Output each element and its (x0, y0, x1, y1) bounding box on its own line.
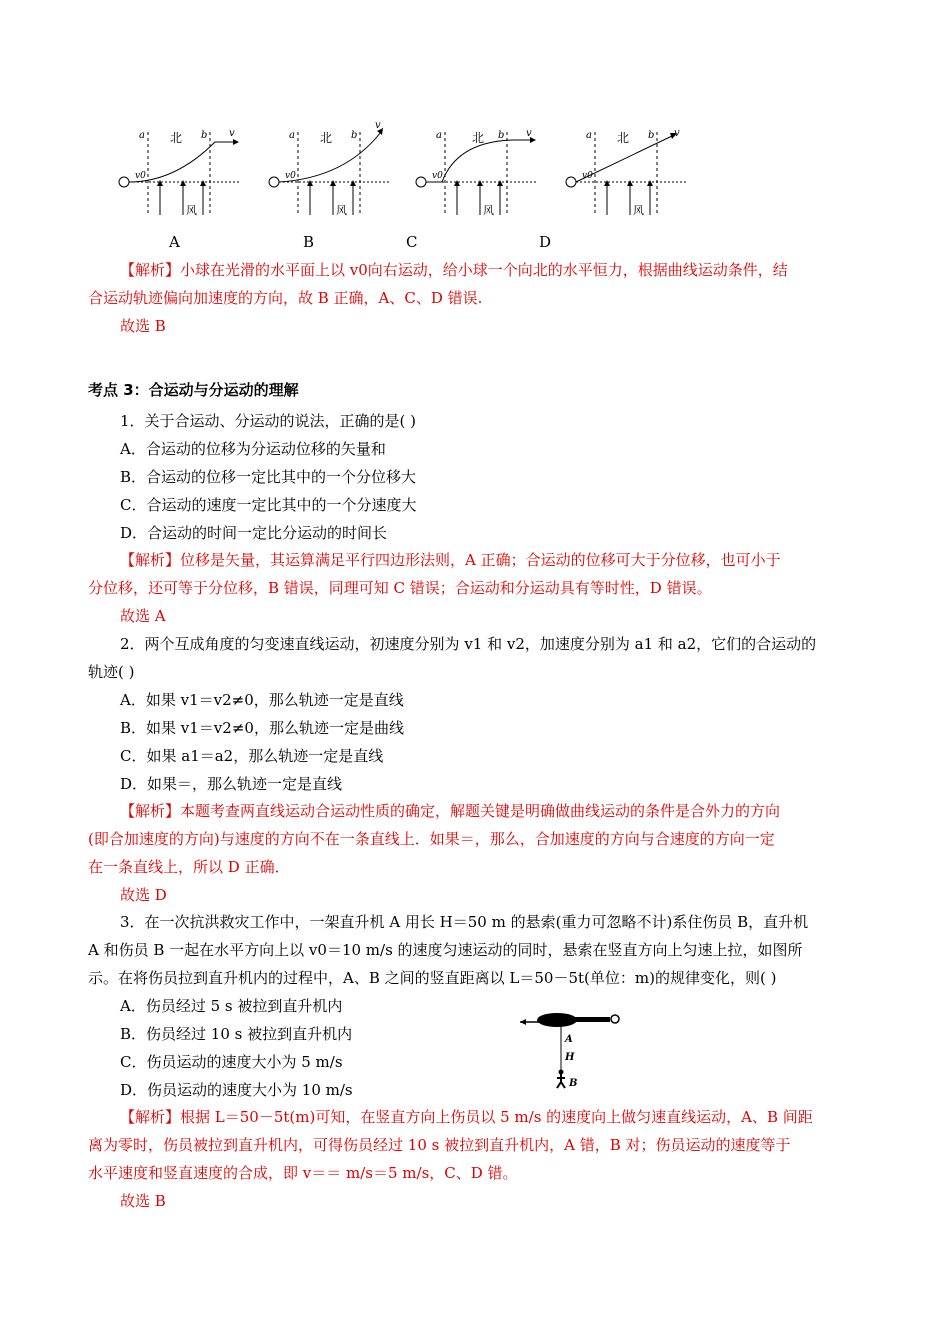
diagram-d (562, 120, 697, 225)
answer: 故选 A (120, 607, 166, 625)
svg-text:v0: v0 (432, 171, 443, 181)
question-stem: 2．两个互成角度的匀变速直线运动，初速度分别为 v1 和 v2，加速度分别为 a1 和 a2，它们的合运动的 (120, 635, 817, 653)
option-b: B．如果 v1＝v2≠0，那么轨迹一定是曲线 (120, 719, 404, 737)
svg-text:v0: v0 (582, 171, 593, 181)
diagram-a (115, 120, 250, 225)
option-a: A．合运动的位移为分运动位移的矢量和 (120, 440, 386, 458)
svg-text:H: H (565, 1052, 575, 1063)
svg-text:a: a (289, 130, 295, 141)
analysis-line: 离为零时，伤员被拉到直升机内，可得伤员经过 10 s 被拉到直升机内，A 错，B 对；伤员运动的速度等于 (88, 1136, 791, 1154)
analysis-line: 【解析】根据 L＝50－5t(m)可知，在竖直方向上伤员以 5 m/s 的速度向上做匀速直线运动，A、B 间距 (120, 1108, 813, 1126)
svg-text:v: v (229, 128, 235, 139)
svg-text:a: a (139, 130, 145, 141)
option-b: B．伤员经过 10 s 被拉到直升机内 (120, 1025, 353, 1043)
analysis-line: 水平速度和竖直速度的合成，即 v＝＝ m/s＝5 m/s，C、D 错。 (88, 1164, 518, 1182)
question-stem: 1．关于合运动、分运动的说法，正确的是( ) (120, 412, 417, 430)
question-stem: 轨迹( ) (88, 663, 135, 681)
analysis-line: 【解析】小球在光滑的水平面上以 v0向右运动，给小球一个向北的水平恒力，根据曲线运动条件，结 (120, 261, 788, 279)
svg-text:a: a (586, 130, 592, 141)
svg-text:北: 北 (617, 131, 630, 145)
helicopter-figure (515, 1008, 630, 1102)
analysis-line: 【解析】位移是矢量，其运算满足平行四边形法则，A 正确；合运动的位移可大于分位移，也可小于 (120, 551, 781, 569)
option-a: A．如果 v1＝v2≠0，那么轨迹一定是直线 (120, 691, 404, 709)
option-a: A．伤员经过 5 s 被拉到直升机内 (120, 997, 343, 1015)
svg-text:b: b (648, 130, 655, 141)
option-b: B．合运动的位移一定比其中的一个分位移大 (120, 468, 417, 486)
question-stem: A 和伤员 B 一起在水平方向上以 v0＝10 m/s 的速度匀速运动的同时，悬索在竖直方向上匀速上拉，如图所 (88, 941, 803, 959)
svg-text:北: 北 (320, 131, 333, 145)
analysis-line: 合运动轨迹偏向加速度的方向，故 B 正确，A、C、D 错误. (88, 289, 483, 307)
option-c: C．伤员运动的速度大小为 5 m/s (120, 1053, 343, 1071)
answer: 故选 B (120, 317, 166, 335)
svg-text:a: a (436, 130, 442, 141)
question-stem: 示。在将伤员拉到直升机内的过程中，A、B 之间的竖直距离以 L＝50－5t(单位：m)的规律变化，则( ) (88, 969, 777, 987)
svg-text:北: 北 (170, 131, 183, 145)
svg-text:v: v (526, 128, 532, 139)
svg-text:北: 北 (472, 131, 485, 145)
analysis-line: 【解析】本题考查两直线运动合运动性质的确定，解题关键是明确做曲线运动的条件是合外力的方向 (120, 802, 781, 820)
answer: 故选 B (120, 1192, 166, 1210)
option-c: C．合运动的速度一定比其中的一个分速度大 (120, 496, 417, 514)
svg-text:v: v (375, 120, 381, 131)
svg-text:b: b (201, 130, 208, 141)
option-d: D．如果＝，那么轨迹一定是直线 (120, 775, 343, 793)
diagram-c (412, 120, 547, 225)
figure-label-c: C (406, 233, 418, 251)
option-c: C．如果 a1＝a2，那么轨迹一定是直线 (120, 747, 384, 765)
svg-text:v: v (674, 128, 680, 139)
option-d: D．伤员运动的速度大小为 10 m/s (120, 1081, 353, 1099)
svg-text:风: 风 (186, 204, 197, 217)
svg-text:A: A (565, 1034, 573, 1045)
svg-text:B: B (569, 1078, 578, 1089)
option-d: D．合运动的时间一定比分运动的时间长 (120, 524, 388, 542)
diagram-b (265, 120, 400, 225)
svg-text:v0: v0 (285, 171, 296, 181)
svg-text:b: b (351, 130, 358, 141)
svg-text:风: 风 (336, 204, 347, 217)
figure-label-d: D (539, 233, 552, 251)
analysis-line: 在一条直线上，所以 D 正确． (88, 858, 290, 876)
section-title: 考点 3：合运动与分运动的理解 (88, 381, 299, 399)
figure-label-a: A (169, 233, 180, 251)
analysis-line: (即合加速度的方向)与速度的方向不在一条直线上．如果＝，那么，合加速度的方向与合速度的方向一定 (88, 830, 775, 848)
svg-text:风: 风 (483, 204, 494, 217)
analysis-line: 分位移，还可等于分位移，B 错误，同理可知 C 错误；合运动和分运动具有等时性，D 错误。 (88, 579, 712, 597)
figure-label-b: B (303, 233, 315, 251)
svg-text:v0: v0 (135, 171, 146, 181)
question-stem: 3．在一次抗洪救灾工作中，一架直升机 A 用长 H＝50 m 的悬索(重力可忽略不计)系住伤员 B，直升机 (120, 913, 809, 931)
answer: 故选 D (120, 886, 167, 904)
svg-text:b: b (498, 130, 505, 141)
svg-text:风: 风 (633, 204, 644, 217)
